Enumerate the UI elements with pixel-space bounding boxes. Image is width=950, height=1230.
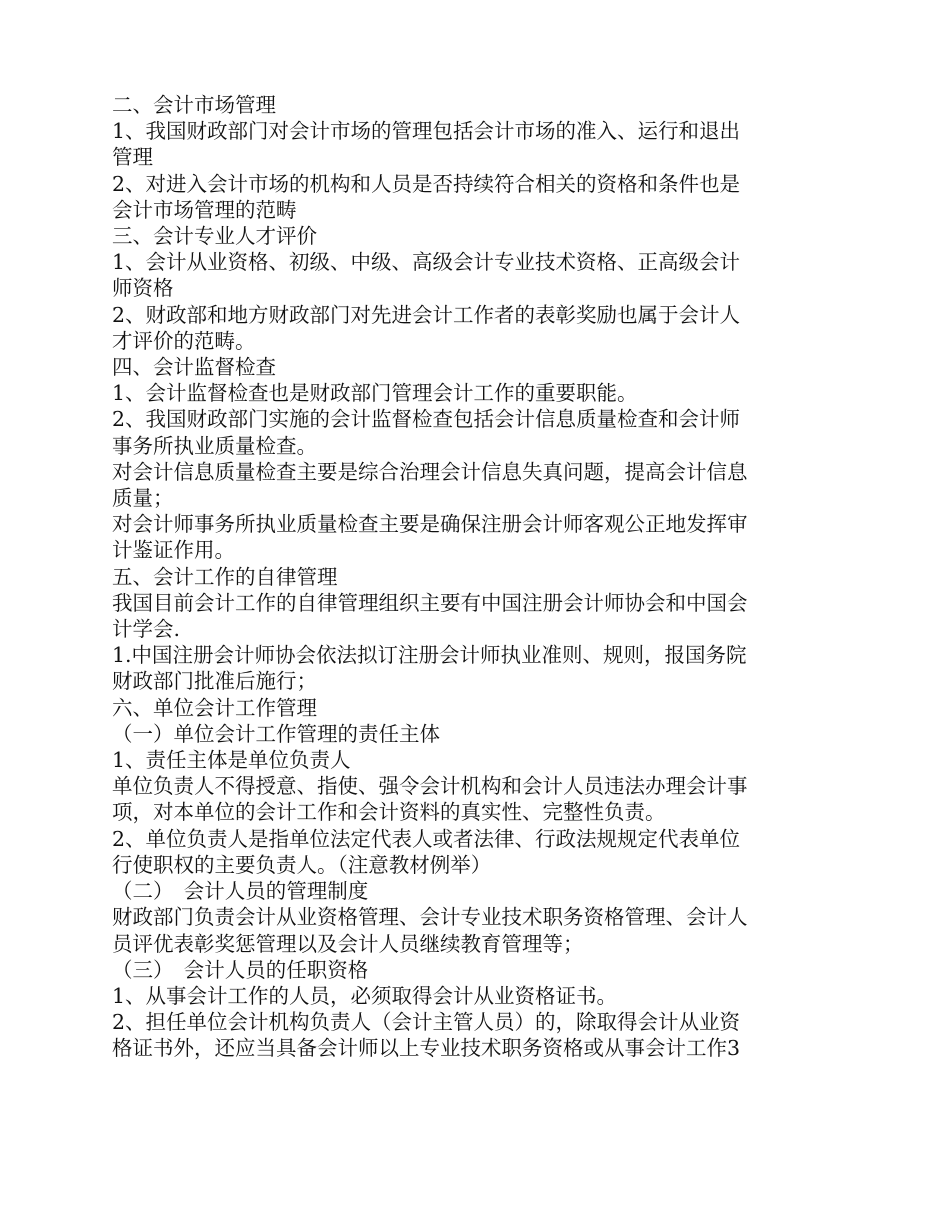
text-line: 六、单位会计工作管理 <box>112 695 317 720</box>
text-line: 对会计师事务所执业质量检查主要是确保注册会计师客观公正地发挥审 <box>112 512 748 537</box>
text-line: 三、会计专业人才评价 <box>112 224 317 249</box>
text-line: 会计市场管理的范畴 <box>112 197 297 222</box>
text-line: 师资格 <box>112 276 174 301</box>
text-line: （二） 会计人员的管理制度 <box>112 879 369 904</box>
text-line: （三） 会计人员的任职资格 <box>112 957 369 982</box>
text-line: 二、会计市场管理 <box>112 93 276 117</box>
text-line: 才评价的范畴。 <box>112 328 256 353</box>
text-line: 员评优表彰奖惩管理以及会计人员继续教育管理等； <box>112 931 584 956</box>
document-body <box>112 92 842 1062</box>
text-line: 财政部门负责会计从业资格管理、会计专业技术职务资格管理、会计人 <box>112 905 748 930</box>
text-line: 格证书外，还应当具备会计师以上专业技术职务资格或从事会计工作3 <box>112 1036 741 1061</box>
text-line: 2、财政部和地方财政部门对先进会计工作者的表彰奖励也属于会计人 <box>112 302 741 327</box>
text-line: 四、会计监督检查 <box>112 355 276 380</box>
text-line: 2、我国财政部门实施的会计监督检查包括会计信息质量检查和会计师 <box>112 407 741 432</box>
text-line: 1、责任主体是单位负责人 <box>112 748 351 773</box>
text-line: 对会计信息质量检查主要是综合治理会计信息失真问题，提高会计信息 <box>112 459 748 484</box>
text-line: 事务所执业质量检查。 <box>112 433 317 458</box>
text-line: 2、担任单位会计机构负责人（会计主管人员）的，除取得会计从业资 <box>112 1010 741 1035</box>
text-line: 2、对进入会计市场的机构和人员是否持续符合相关的资格和条件也是 <box>112 171 741 196</box>
text-line: 财政部门批准后施行； <box>112 669 317 694</box>
text-line: 1、我国财政部门对会计市场的管理包括会计市场的准入、运行和退出 <box>112 119 741 144</box>
text-line: 我国目前会计工作的自律管理组织主要有中国注册会计师协会和中国会 <box>112 590 748 615</box>
text-line: 行使职权的主要负责人。（注意教材例举） <box>112 852 492 877</box>
text-line: 计鉴证作用。 <box>112 538 235 563</box>
text-line: 2、单位负责人是指单位法定代表人或者法律、行政法规规定代表单位 <box>112 826 741 851</box>
text-line: 单位负责人不得授意、指使、强令会计机构和会计人员违法办理会计事 <box>112 774 748 799</box>
text-line: 1.中国注册会计师协会依法拟订注册会计师执业准则、规则，报国务院 <box>112 643 747 668</box>
text-line: 1、从事会计工作的人员，必须取得会计从业资格证书。 <box>112 983 618 1008</box>
text-line: （一）单位会计工作管理的责任主体 <box>112 721 440 746</box>
text-line: 1、会计监督检查也是财政部门管理会计工作的重要职能。 <box>112 381 638 406</box>
text-line: 质量； <box>112 486 174 511</box>
text-line: 项，对本单位的会计工作和会计资料的真实性、完整性负责。 <box>112 800 666 825</box>
text-line: 管理 <box>112 145 153 170</box>
text-line: 1、会计从业资格、初级、中级、高级会计专业技术资格、正高级会计 <box>112 250 741 275</box>
text-line: 计学会. <box>112 617 181 642</box>
text-line: 五、会计工作的自律管理 <box>112 564 338 589</box>
